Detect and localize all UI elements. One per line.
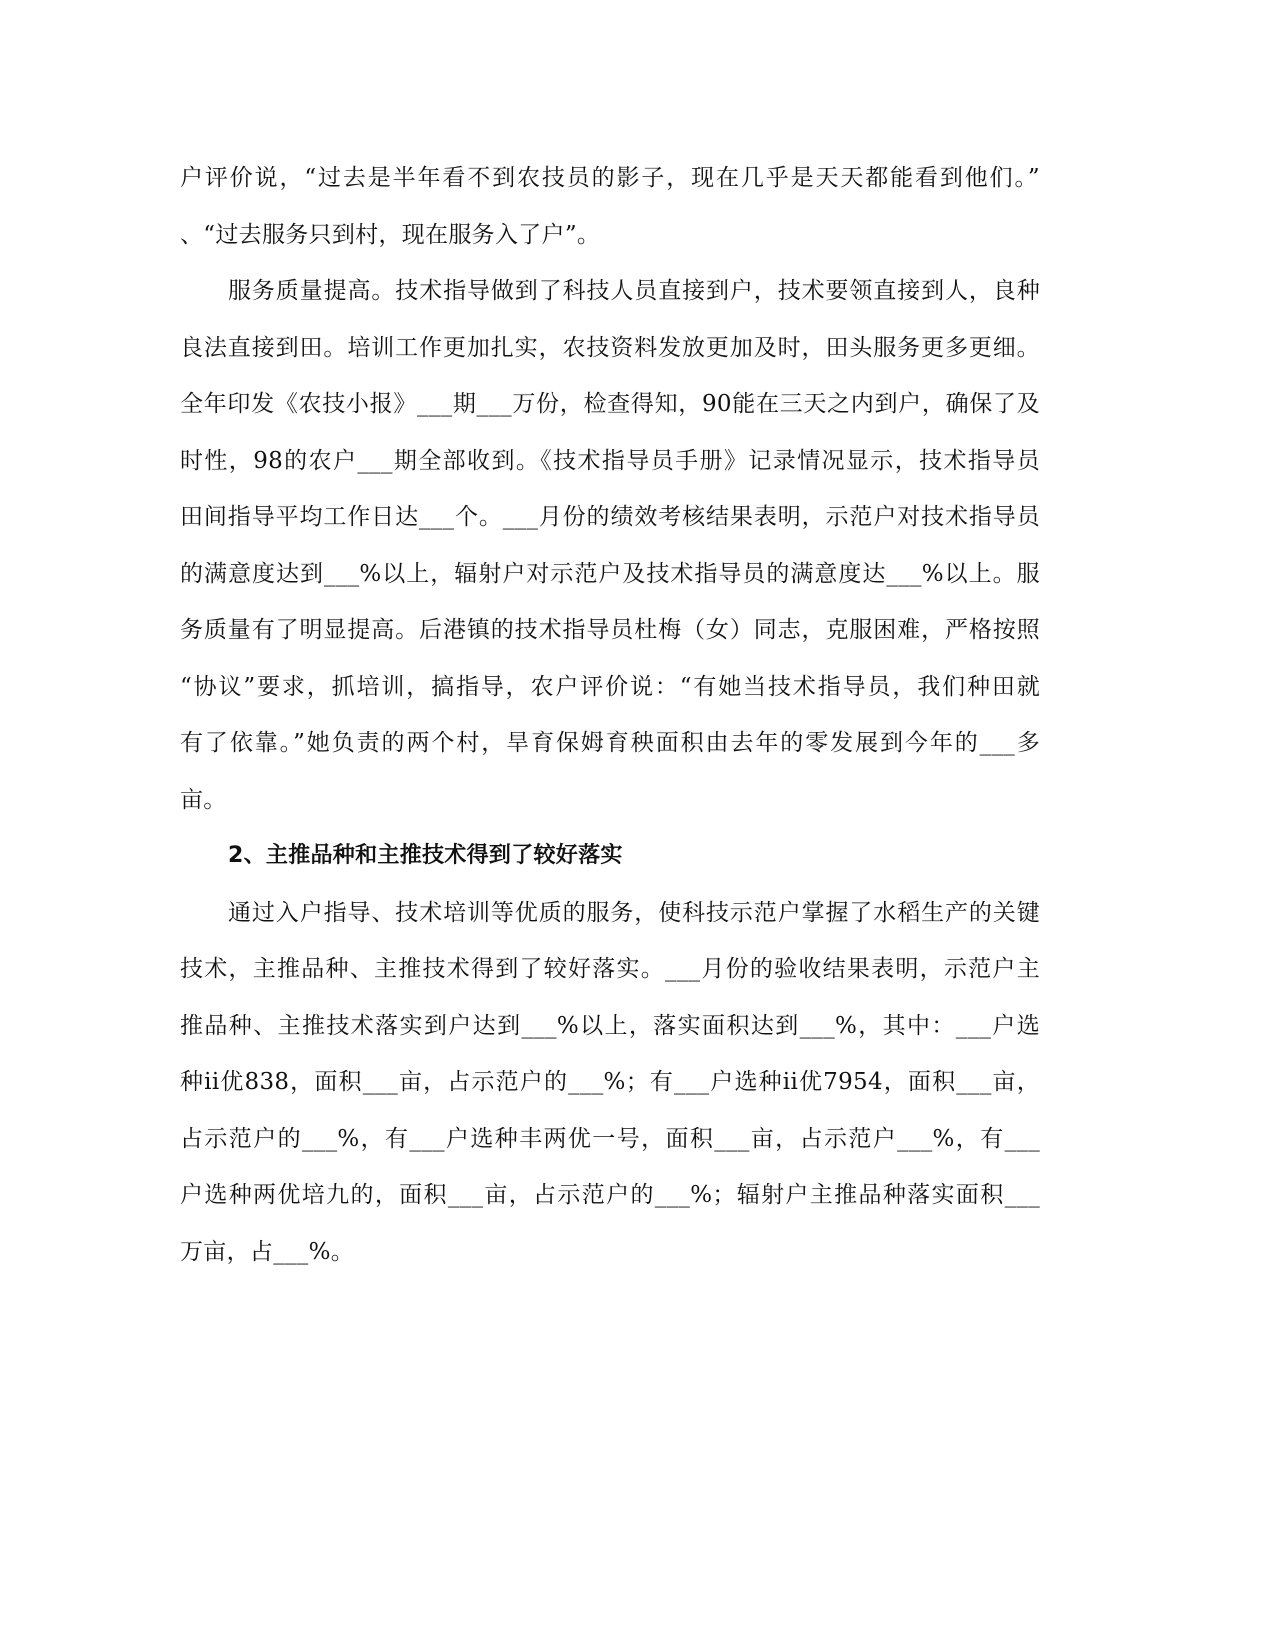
paragraph-2: [180, 263, 1040, 828]
text-line: 户评价说，“过去是半年看不到农技员的影子，现在几乎是天天都能看到他们。”: [180, 165, 1040, 191]
text-line: 通过入户指导、技术培训等优质的服务，使科技示范户掌握了水稻生产的关键: [228, 899, 1040, 926]
text-line: 良法直接到田。培训工作更加扎实，农技资料发放更加及时，田头服务更多更细。: [180, 334, 1040, 361]
text-line: 技术，主推品种、主推技术得到了较好落实。___月份的验收结果表明，示范户主: [180, 956, 1040, 982]
text-line: 服务质量提高。技术指导做到了科技人员直接到户，技术要领直接到人，良种: [228, 278, 1040, 304]
text-line: 、“过去服务只到村，现在服务入了户”。: [180, 221, 601, 248]
text-line: 户选种两优培九的，面积___亩，占示范户的___%；辐射户主推品种落实面积___: [180, 1182, 1040, 1208]
paragraph-1: [180, 150, 1040, 263]
text-line: 有了依靠。”她负责的两个村，旱育保姆育秧面积由去年的零发展到今年的___多: [180, 730, 1040, 756]
text-line: 种ii优838，面积___亩，占示范户的___%；有___户选种ii优7954，面积___亩，: [180, 1069, 1040, 1095]
text-line: 推品种、主推技术落实到户达到___%以上，落实面积达到___%，其中：___户选: [180, 1012, 1040, 1039]
text-line: 占示范户的___%，有___户选种丰两优一号，面积___亩，占示范户___%，有___: [180, 1125, 1040, 1152]
text-line: 的满意度达到___%以上，辐射户对示范户及技术指导员的满意度达___%以上。服: [180, 560, 1040, 587]
text-line: 全年印发《农技小报》___期___万份，检查得知，90能在三天之内到户，确保了及: [180, 391, 1040, 417]
text-line: 田间指导平均工作日达___个。___月份的绩效考核结果表明，示范户对技术指导员: [180, 504, 1040, 530]
document-page: [180, 150, 1040, 1280]
text-line: 亩。: [180, 786, 227, 813]
text-line: 时性，98的农户___期全部收到。《技术指导员手册》记录情况显示，技术指导员: [180, 447, 1040, 474]
paragraph-3: [180, 885, 1040, 1281]
text-line: 万亩，占___%。: [180, 1238, 355, 1265]
text-line: “协议”要求，抓培训，搞指导，农户评价说：“有她当技术指导员，我们种田就: [180, 673, 1040, 700]
text-line: 务质量有了明显提高。后港镇的技术指导员杜梅（女）同志，克服困难，严格按照: [180, 617, 1040, 643]
section-heading: 2、主推品种和主推技术得到了较好落实: [228, 843, 623, 868]
